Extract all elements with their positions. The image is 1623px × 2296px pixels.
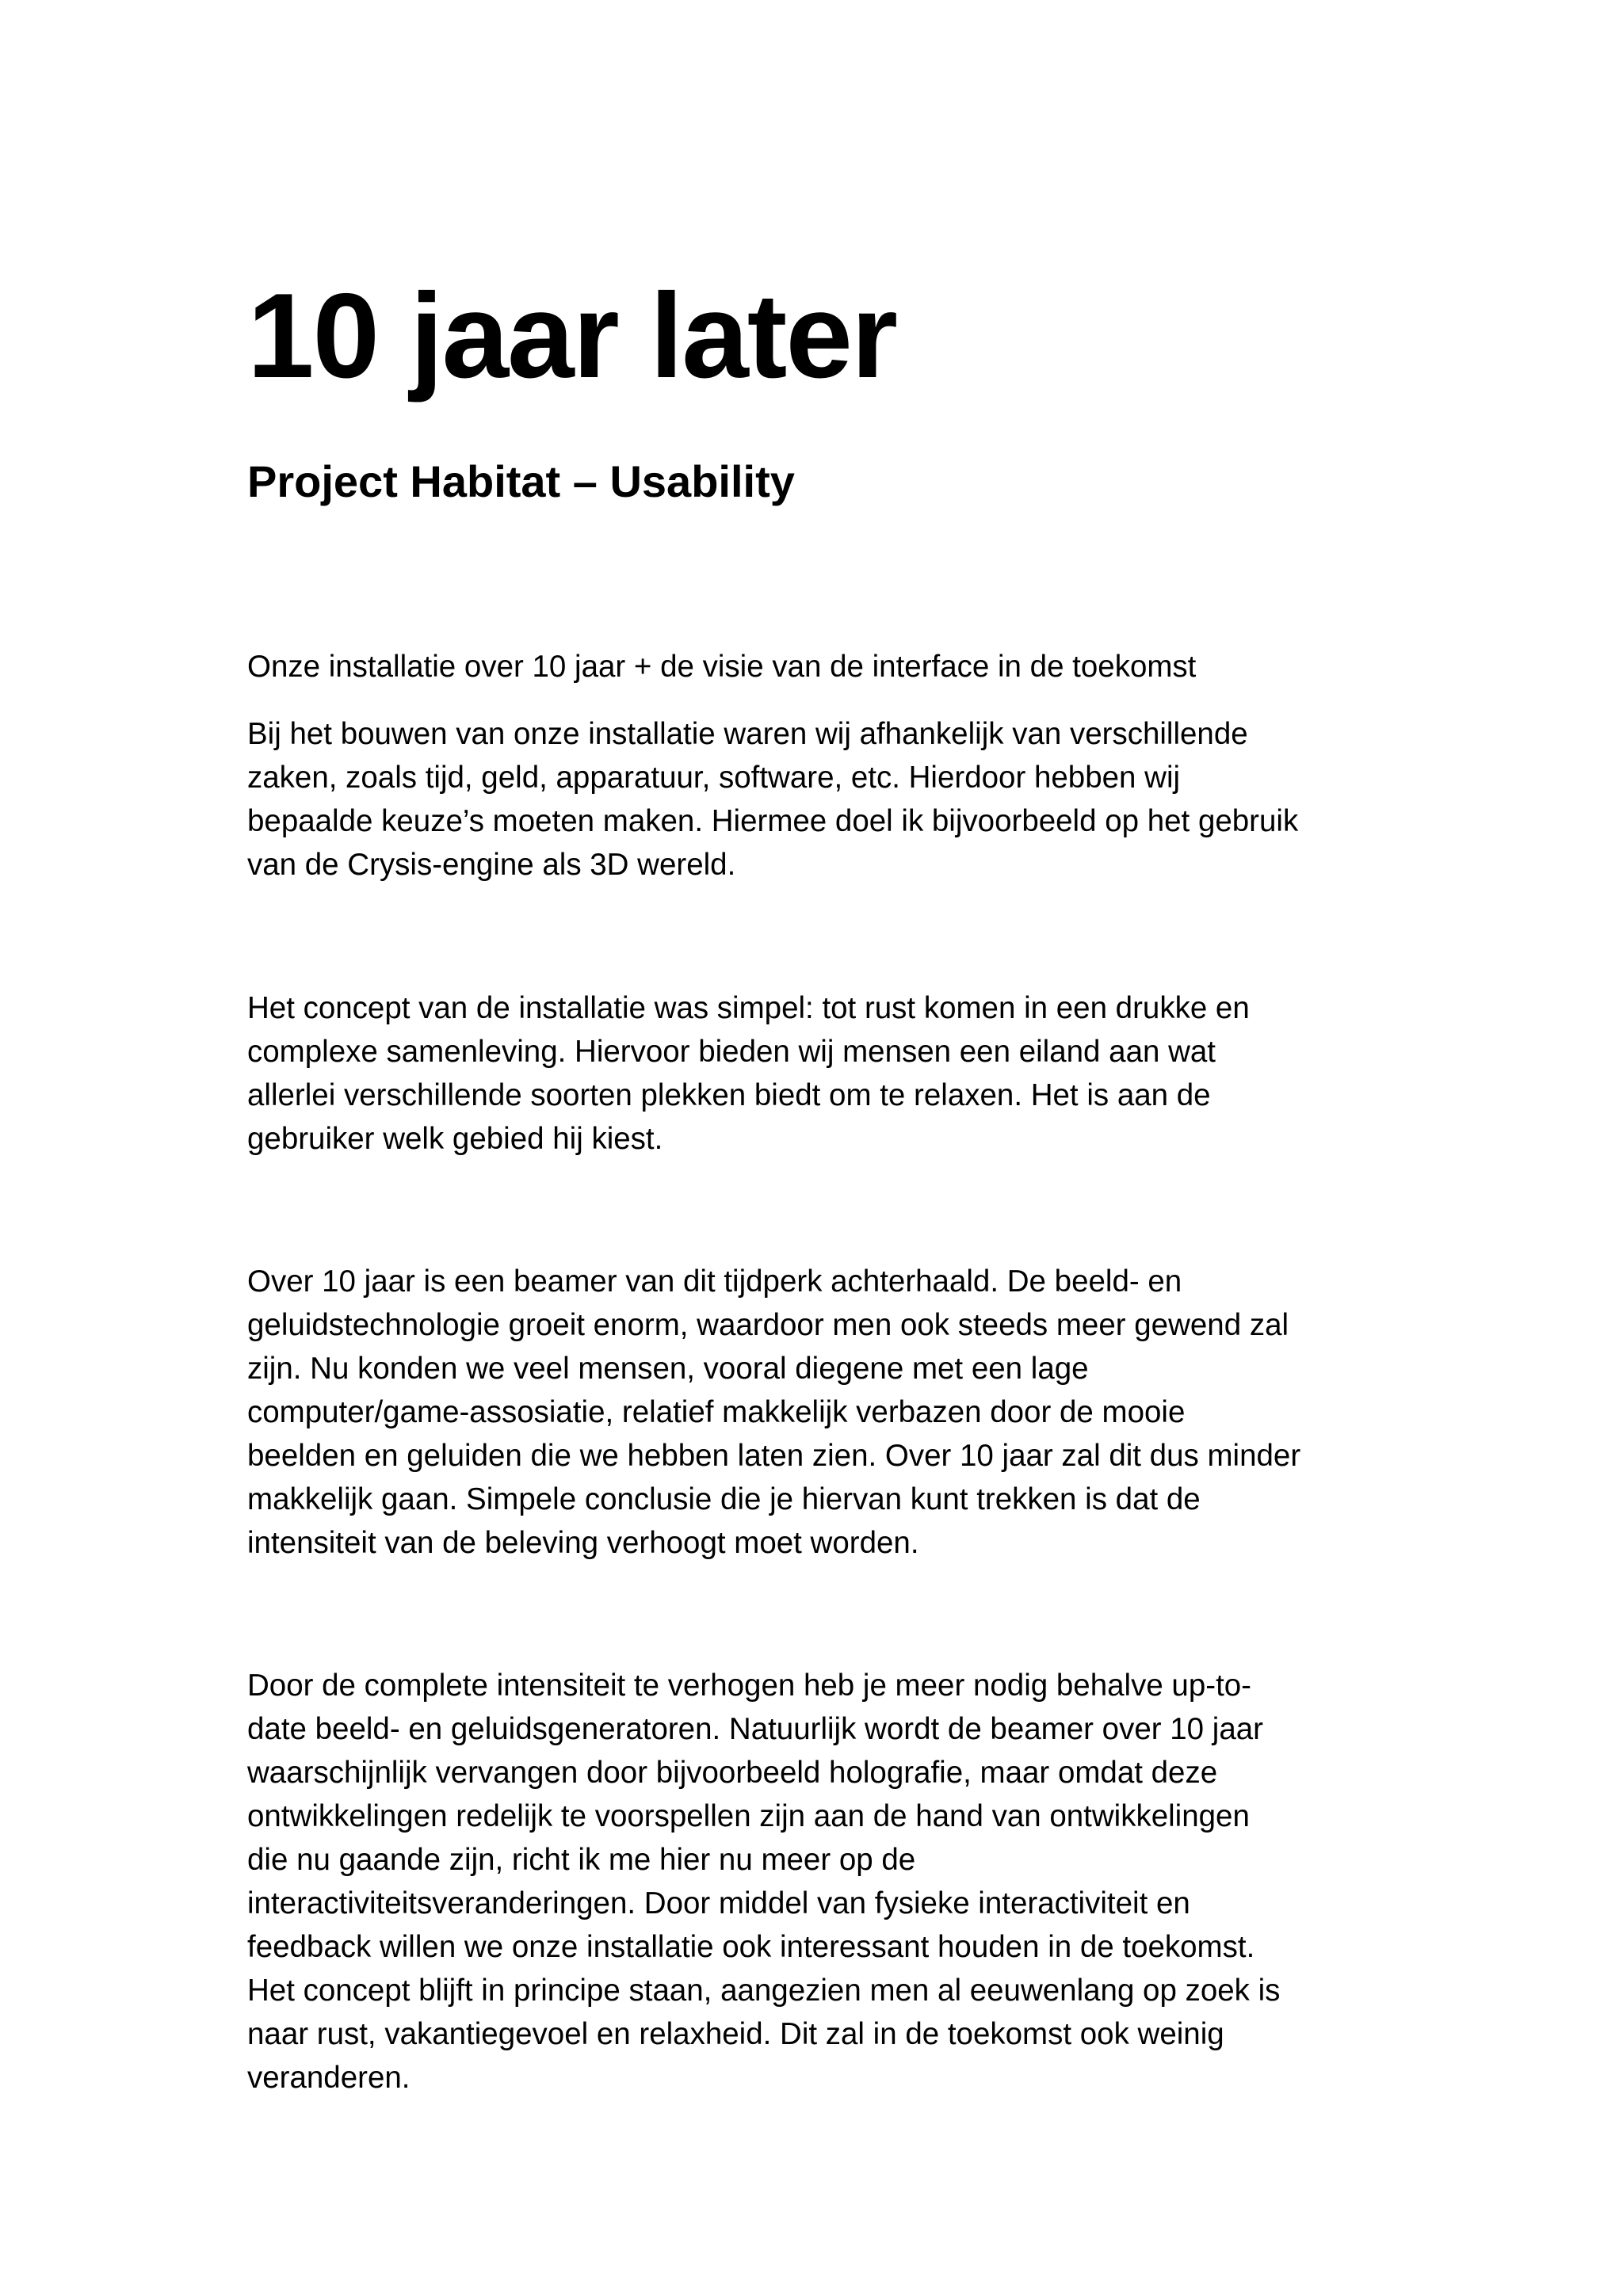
text-line: allerlei verschillende soorten plekken biedt om te relaxen. Het is aan de <box>247 1078 1211 1112</box>
text-line: zaken, zoals tijd, geld, apparatuur, software, etc. Hierdoor hebben wij <box>247 761 1181 795</box>
future-paragraph <box>247 1260 1404 1565</box>
text-line: ontwikkelingen redelijk te voorspellen zijn aan de hand van ontwikkelingen <box>247 1799 1250 1833</box>
intro-paragraph <box>247 645 1404 688</box>
text-line: feedback willen we onze installatie ook interessant houden in de toekomst. <box>247 1930 1255 1964</box>
text-line: Het concept blijft in principe staan, aangezien men al eeuwenlang op zoek is <box>247 1974 1281 2008</box>
text-line: veranderen. <box>247 2061 411 2095</box>
text-line: Over 10 jaar is een beamer van dit tijdperk achterhaald. De beeld- en <box>247 1264 1182 1299</box>
text-line: beelden en geluiden die we hebben laten zien. Over 10 jaar zal dit dus minder <box>247 1439 1301 1473</box>
text-line: computer/game-assosiatie, relatief makkelijk verbazen door de mooie <box>247 1395 1186 1429</box>
text-line: waarschijnlijk vervangen door bijvoorbeeld holografie, maar omdat deze <box>247 1756 1218 1790</box>
text-line: bepaalde keuze’s moeten maken. Hiermee doel ik bijvoorbeeld op het gebruik <box>247 804 1299 838</box>
text-line: complexe samenleving. Hiervoor bieden wij mensen een eiland aan wat <box>247 1035 1216 1069</box>
text-line: makkelijk gaan. Simpele conclusie die je hiervan kunt trekken is dat de <box>247 1482 1201 1516</box>
text-line: gebruiker welk gebied hij kiest. <box>247 1122 663 1156</box>
text-line: geluidstechnologie groeit enorm, waardoor men ook steeds meer gewend zal <box>247 1308 1289 1342</box>
interactivity-paragraph <box>247 1664 1404 2100</box>
text-line: van de Crysis-engine als 3D wereld. <box>247 848 736 882</box>
text-line: interactiviteitsveranderingen. Door middel van fysieke interactiviteit en <box>247 1886 1190 1920</box>
text-line: Het concept van de installatie was simpel: tot rust komen in een drukke en <box>247 991 1250 1025</box>
text-line: Bij het bouwen van onze installatie waren wij afhankelijk van verschillende <box>247 717 1248 751</box>
constraints-paragraph <box>247 712 1404 887</box>
concept-paragraph <box>247 986 1404 1161</box>
text-line: zijn. Nu konden we veel mensen, vooral diegene met een lage <box>247 1352 1089 1386</box>
text-line: Onze installatie over 10 jaar + de visie van de interface in de toekomst <box>247 650 1197 684</box>
text-line: Door de complete intensiteit te verhogen heb je meer nodig behalve up-to- <box>247 1669 1252 1703</box>
text-line: naar rust, vakantiegevoel en relaxheid. Dit zal in de toekomst ook weinig <box>247 2017 1224 2051</box>
text-line: date beeld- en geluidsgeneratoren. Natuurlijk wordt de beamer over 10 jaar <box>247 1712 1263 1746</box>
page-title: 10 jaar later <box>247 269 897 403</box>
text-line: die nu gaande zijn, richt ik me hier nu meer op de <box>247 1843 916 1877</box>
text-line: intensiteit van de beleving verhoogt moet worden. <box>247 1526 919 1560</box>
page-subtitle: Project Habitat – Usability <box>247 456 795 506</box>
